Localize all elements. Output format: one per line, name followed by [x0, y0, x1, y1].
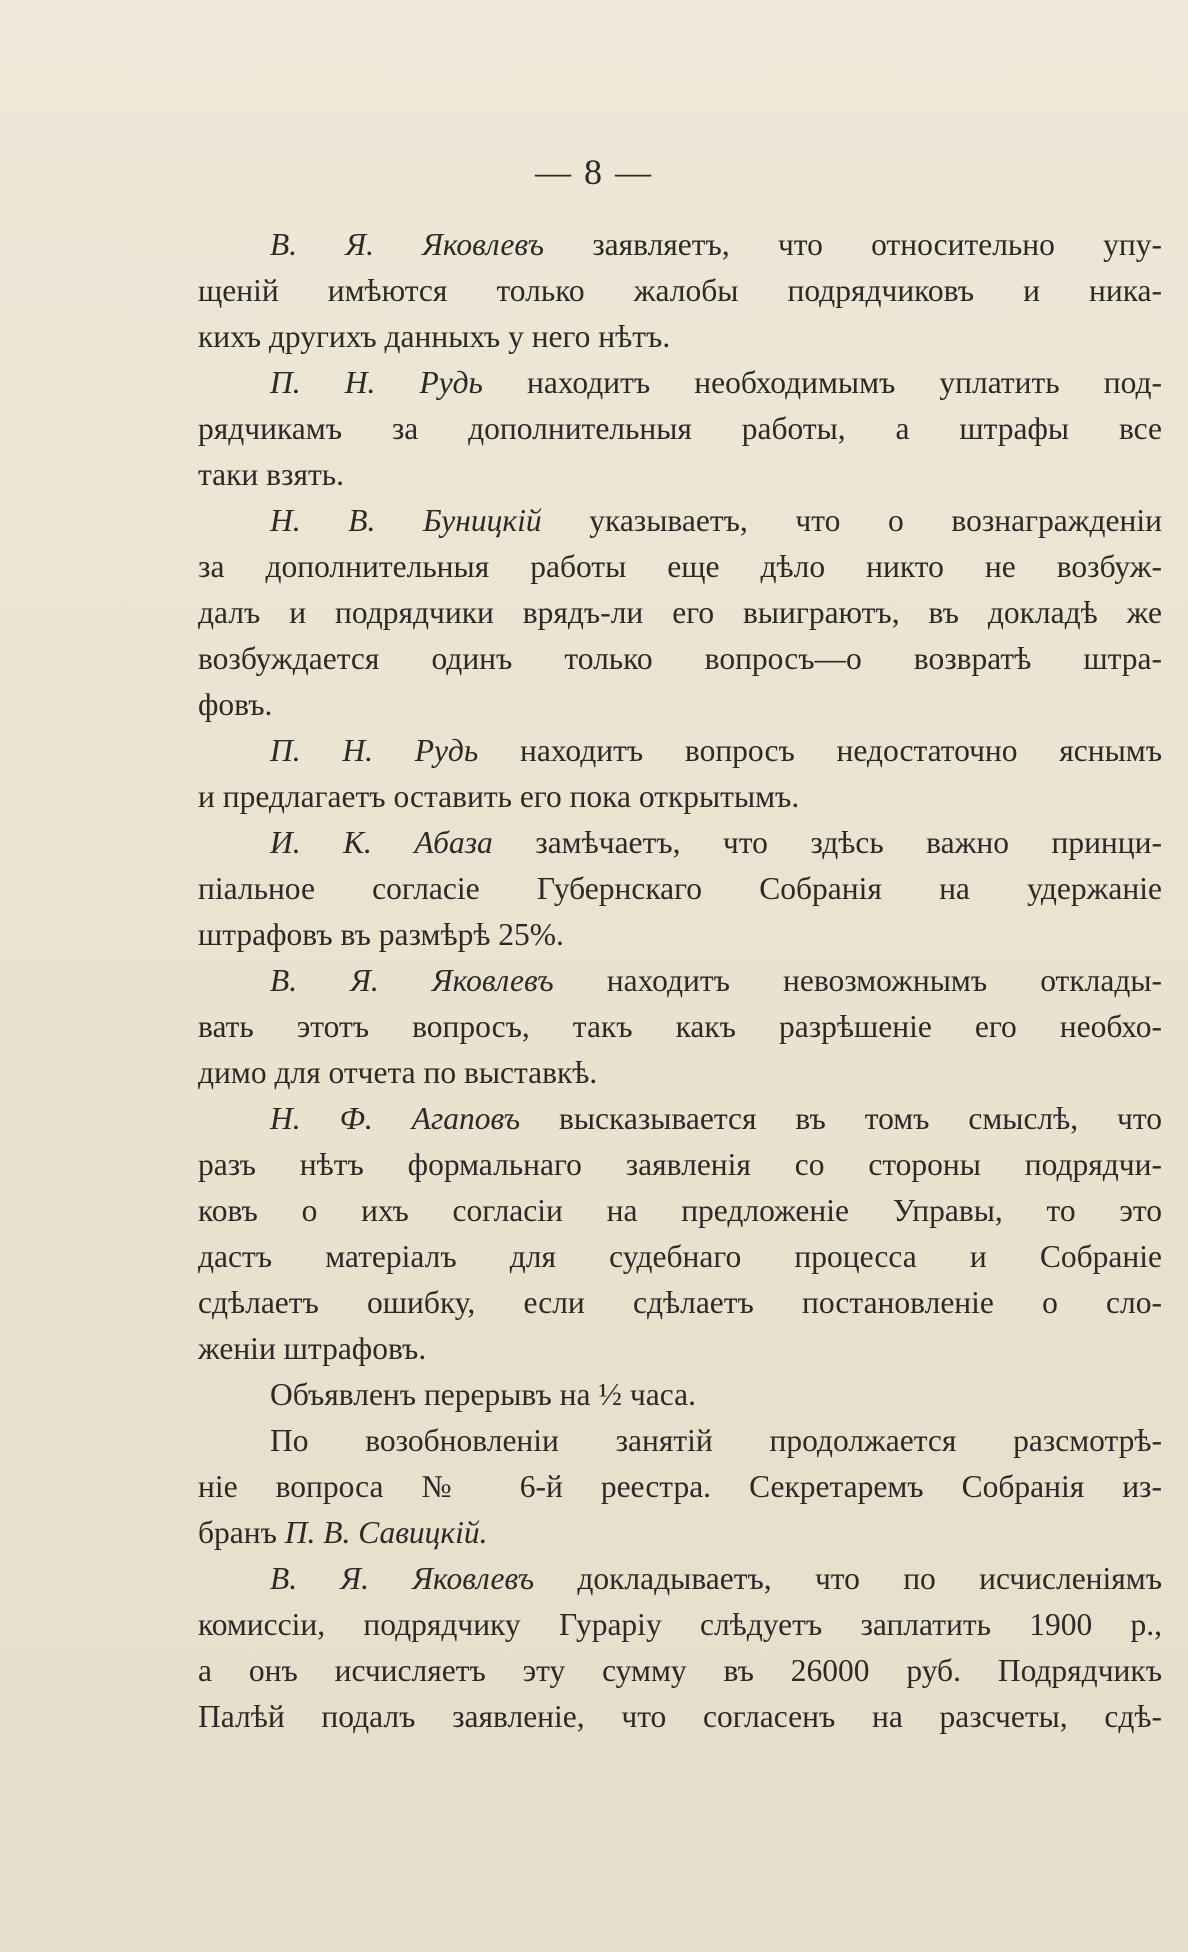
line-text: замѣчаетъ, что здѣсь важно принци-	[492, 825, 1162, 860]
text-line	[198, 360, 1162, 406]
speaker-initial: В.	[270, 963, 298, 998]
speaker-initial: Н.	[270, 1101, 301, 1136]
speaker-initial: Н.	[270, 503, 301, 538]
text-line: кихъ другихъ данныхъ у него нѣтъ.	[198, 319, 671, 354]
text-line	[198, 1096, 1162, 1142]
line-text: указываетъ, что о вознагражденіи	[541, 503, 1162, 538]
text-line: разъ нѣтъ формальнаго заявленія со стороны подрядчи-	[198, 1147, 1162, 1182]
speaker-name: Н. Рудь	[344, 365, 483, 400]
speaker-name: В. Буницкій	[348, 503, 542, 538]
speaker-name: Н. Рудь	[342, 733, 479, 768]
speaker-initial: В.	[270, 1561, 298, 1596]
text-line	[198, 498, 1162, 544]
text-line: за дополнительныя работы еще дѣло никто не возбуж-	[198, 549, 1162, 584]
text-line: комиссіи, подрядчику Гураріу слѣдуетъ заплатить 1900 р.,	[198, 1607, 1162, 1642]
text-line	[198, 820, 1162, 866]
text-line: женіи штрафовъ.	[198, 1331, 427, 1366]
text-line	[198, 958, 1162, 1004]
text-line: таки взять.	[198, 457, 344, 492]
speaker-name: К. Абаза	[343, 825, 493, 860]
speaker-initial: В.	[270, 227, 298, 262]
text-line	[198, 222, 1162, 268]
text-line: рядчикамъ за дополнительныя работы, а штрафы все	[198, 411, 1162, 446]
text-line: Объявленъ перерывъ на ½ часа.	[270, 1377, 696, 1412]
text-line: ковъ о ихъ согласіи на предложеніе Управы, то это	[198, 1193, 1162, 1228]
line-text: находитъ вопросъ недостаточно яснымъ	[478, 733, 1162, 768]
page-number: — 8 —	[535, 152, 653, 192]
line-text: высказывается въ томъ смыслѣ, что	[520, 1101, 1163, 1136]
text-line: и предлагаетъ оставить его пока открытымъ.	[198, 779, 800, 814]
text-line: а онъ исчисляетъ эту сумму въ 26000 руб. Подрядчикъ	[198, 1653, 1162, 1688]
text-line: щеній имѣются только жалобы подрядчиковъ и ника-	[198, 273, 1162, 308]
text-line: Палѣй подалъ заявленіе, что согласенъ на разсчеты, сдѣ-	[198, 1699, 1162, 1734]
speaker-name: Ф. Агаповъ	[339, 1101, 521, 1136]
document-body	[198, 222, 1162, 1740]
text-line	[198, 728, 1162, 774]
speaker-name: Я. Яковлевъ	[345, 227, 544, 262]
line-text: бранъ	[198, 1515, 285, 1550]
text-line: ніе вопроса № 6-й реестра. Секретаремъ Собранія из-	[198, 1469, 1162, 1504]
text-line: сдѣлаетъ ошибку, если сдѣлаетъ постановленіе о сло-	[198, 1285, 1162, 1320]
text-line: далъ и подрядчики врядъ-ли его выиграютъ, въ докладѣ же	[198, 595, 1162, 630]
speaker-initial: П.	[270, 733, 301, 768]
speaker-name: Я. Яковлевъ	[340, 1561, 535, 1596]
text-line: По возобновленіи занятій продолжается разсмотрѣ-	[270, 1423, 1162, 1458]
secretary-name: П. В. Савицкій.	[284, 1515, 488, 1550]
text-line: димо для отчета по выставкѣ.	[198, 1055, 598, 1090]
line-text: находитъ невозможнымъ отклады-	[553, 963, 1163, 998]
text-line: піальное согласіе Губернскаго Собранія на удержаніе	[198, 871, 1162, 906]
text-line: штрафовъ въ размѣрѣ 25%.	[198, 917, 564, 952]
line-text: заявляетъ, что относительно упу-	[543, 227, 1162, 262]
text-line: фовъ.	[198, 687, 273, 722]
line-text: докладываетъ, что по исчисленіямъ	[534, 1561, 1162, 1596]
speaker-initial: П.	[270, 365, 301, 400]
line-text: находитъ необходимымъ уплатить под-	[482, 365, 1162, 400]
text-line: дастъ матеріалъ для судебнаго процесса и Собраніе	[198, 1239, 1162, 1274]
text-line	[198, 1510, 1162, 1556]
text-line	[198, 1556, 1162, 1602]
speaker-initial: И.	[270, 825, 301, 860]
speaker-name: Я. Яковлевъ	[350, 963, 554, 998]
text-line: вать этотъ вопросъ, такъ какъ разрѣшеніе его необхо-	[198, 1009, 1162, 1044]
text-line: возбуждается одинъ только вопросъ—о возвратѣ штра-	[198, 641, 1162, 676]
